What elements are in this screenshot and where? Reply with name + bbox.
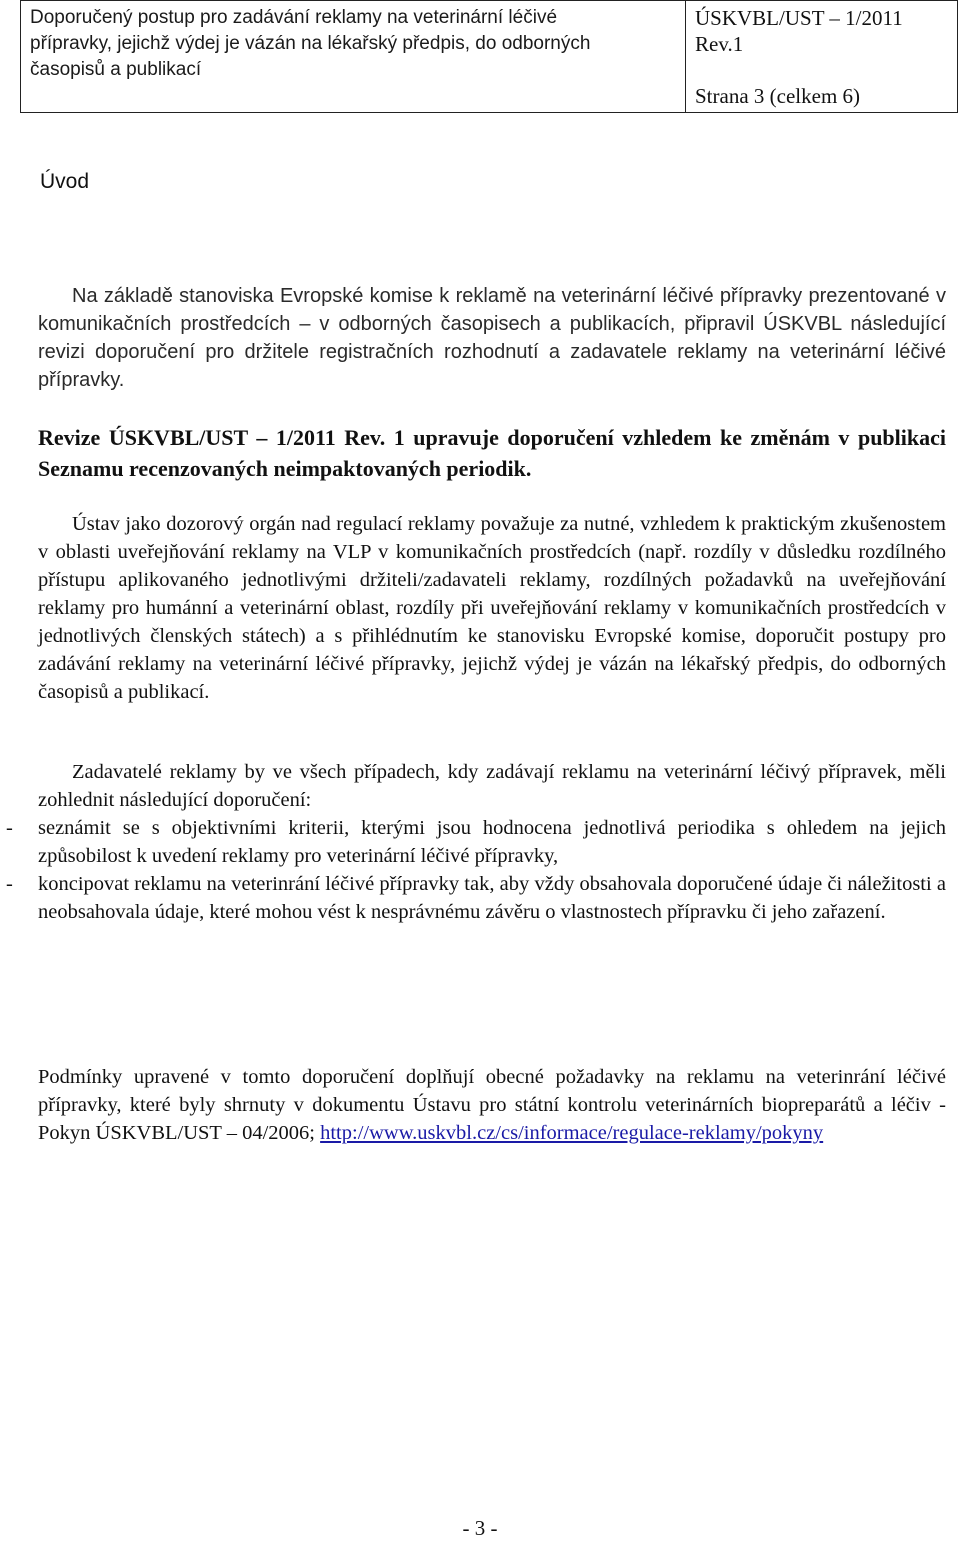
guideline-link[interactable]: http://www.uskvbl.cz/cs/informace/regulace-reklamy/pokyny [320, 1122, 824, 1144]
document-title [21, 1, 686, 112]
document-revision: Rev.1 [695, 32, 744, 56]
institute-text: Ústav jako dozorový orgán nad regulací reklamy považuje za nutné, vzhledem k praktickým zkušenostem v oblasti uveřejňování reklamy na VLP v komunikačních prostředcích (např. rozdíly v důsledku rozdílného přístupu aplikovaného jednotlivými držiteli/zadavateli reklamy, rozdílných požadavků na uveřejňování reklamy pro humánní a veterinární oblast, rozdíly při uveřejňování reklamy v komunikačních prostředcích v jednotlivých členských státech) a s přihlédnutím ke stanovisku Evropské komise, doporučit postupy pro zadávání reklamy na veterinární léčivé přípravky, jejichž výdej je vázán na lékařský předpis, do odborných časopisů a publikací. [38, 513, 946, 703]
document-header [20, 0, 958, 113]
bullet-text: koncipovat reklamu na veterinrání léčivé přípravky tak, aby vždy obsahovala doporučené údaje či náležitosti a neobsahovala údaje, které mohou vést k nesprávnému závěru o vlastnostech přípravku či jeho zařazení. [38, 873, 946, 923]
list-item [0, 870, 946, 926]
revision-note: Revize ÚSKVBL/UST – 1/2011 Rev. 1 upravuje doporučení vzhledem ke změnám v publikaci Seznamu recenzovaných neimpaktovaných periodik. [38, 425, 946, 481]
conditions-paragraph [38, 1063, 946, 1147]
document-meta [686, 1, 957, 112]
title-line: časopisů a publikací [30, 59, 202, 80]
bullet-dash: - [6, 873, 13, 895]
list-item [0, 814, 946, 870]
advertisers-paragraph [38, 758, 946, 814]
title-line: Doporučený postup pro zadávání reklamy na veterinární léčivé [30, 7, 558, 28]
bullet-text: seznámit se s objektivními kriterii, kterými jsou hodnocena jednotlivá periodika s ohledem na jejich způsobilost k uvedení reklamy pro veterinární léčivé přípravky, [38, 817, 946, 867]
intro-paragraph [38, 282, 946, 394]
title-line: přípravky, jejichž výdej je vázán na lékařský předpis, do odborných [30, 33, 591, 54]
section-title: Úvod [40, 170, 90, 193]
page-number: - 3 - [462, 1516, 498, 1540]
document-code: ÚSKVBL/UST – 1/2011 [695, 6, 903, 30]
conditions-text: Podmínky upravené v tomto doporučení doplňují obecné požadavky na reklamu na veterinrání léčivé přípravky, které byly shrnuty v dokumentu Ústavu pro státní kontrolu veterinárních biopreparátů a léčiv - Pokyn ÚSKVBL/UST – 04/2006; [38, 1066, 946, 1144]
page-info: Strana 3 (celkem 6) [695, 84, 861, 108]
institute-paragraph [38, 510, 946, 706]
intro-text: Na základě stanoviska Evropské komise k reklamě na veterinární léčivé přípravky prezentované v komunikačních prostředcích – v odborných časopisech a publikacích, připravil ÚSKVBL následující revizi doporučení pro držitele registračních rozhodnutí a zadavatele reklamy na veterinární léčivé přípravky. [38, 285, 946, 391]
advertisers-text: Zadavatelé reklamy by ve všech případech, kdy zadávají reklamu na veterinární léčivý přípravek, měli zohlednit následující doporučení: [38, 761, 946, 811]
bullet-dash: - [6, 817, 13, 839]
